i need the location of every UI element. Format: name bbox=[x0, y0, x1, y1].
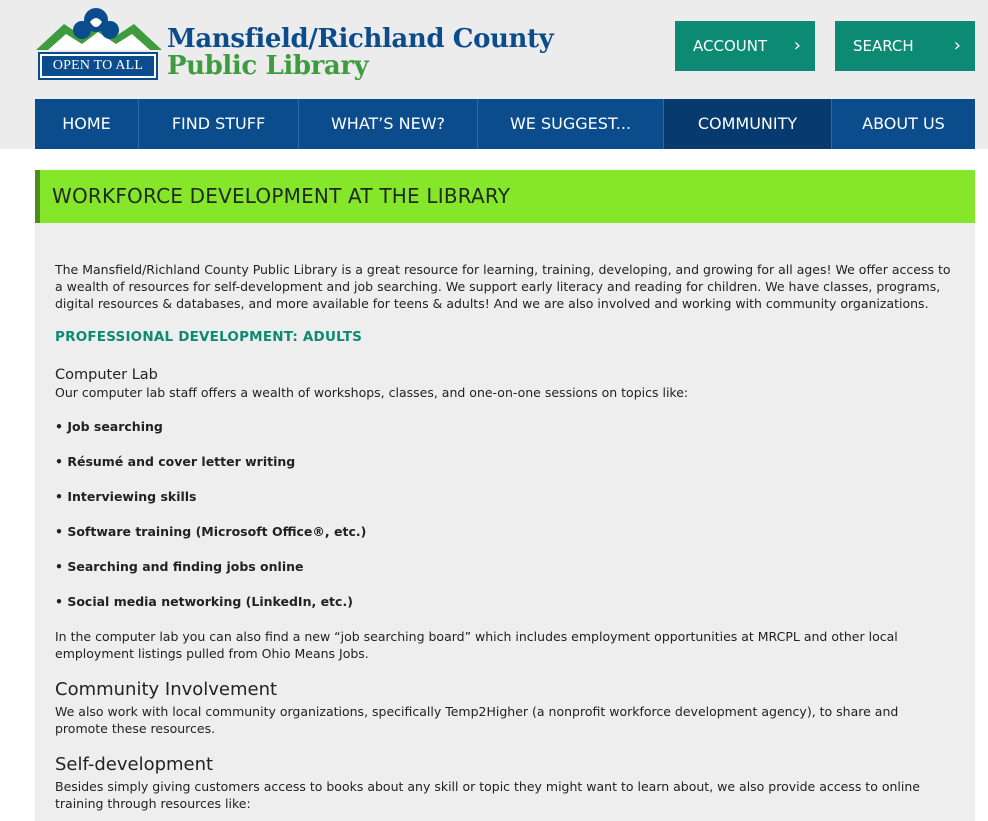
chevron-right-icon: › bbox=[793, 35, 801, 56]
topics-list bbox=[55, 418, 955, 610]
list-item: • Job searching bbox=[55, 419, 163, 434]
logo-title-line1: Mansfield/Richland County bbox=[167, 24, 554, 54]
nav-item-about-us[interactable]: ABOUT US bbox=[862, 114, 945, 133]
community-text: We also work with local community organizations, specifically Temp2Higher (a nonprofit workforce development agency), to share and promote these resources. bbox=[55, 704, 899, 736]
nav-item-home[interactable]: HOME bbox=[35, 99, 139, 149]
list-item: • Interviewing skills bbox=[55, 489, 197, 504]
main-content bbox=[35, 170, 975, 821]
community-heading: Community Involvement bbox=[55, 679, 278, 700]
list-item: • Searching and finding jobs online bbox=[55, 559, 304, 574]
list-item: • Social media networking (LinkedIn, etc.) bbox=[55, 594, 353, 609]
article-body bbox=[35, 223, 975, 812]
list-item: • Software training (Microsoft Office®, etc.) bbox=[55, 524, 367, 539]
logo-title-line2: Public Library bbox=[167, 51, 369, 81]
chevron-right-icon: › bbox=[953, 35, 961, 56]
computer-lab-heading: Computer Lab bbox=[55, 367, 158, 383]
nav-item-we-suggest[interactable]: WE SUGGEST... bbox=[478, 99, 664, 149]
computer-lab-text: Our computer lab staff offers a wealth of workshops, classes, and one-on-one sessions on topics like: bbox=[55, 385, 689, 400]
self-development-heading: Self-development bbox=[55, 754, 214, 775]
search-button-label: SEARCH bbox=[853, 37, 914, 55]
logo-badge: OPEN TO ALL bbox=[40, 54, 156, 78]
self-development-text: Besides simply giving customers access to books about any skill or topic they might want to learn about, we also provide access to online training through resources like: bbox=[55, 779, 920, 811]
main-nav bbox=[35, 99, 975, 149]
site-header bbox=[0, 0, 988, 149]
search-button[interactable] bbox=[835, 21, 975, 71]
job-board-text: In the computer lab you can also find a new “job searching board” which includes employment opportunities at MRCPL and other local employment listings pulled from Ohio Means Jobs. bbox=[55, 629, 898, 661]
list-item: • Résumé and cover letter writing bbox=[55, 454, 296, 469]
nav-item-whats-new[interactable]: WHAT’S NEW? bbox=[299, 99, 478, 149]
logo-emblem-icon bbox=[34, 6, 164, 56]
nav-item-community[interactable]: COMMUNITY bbox=[664, 99, 832, 149]
library-logo[interactable] bbox=[34, 6, 554, 81]
intro-paragraph: The Mansfield/Richland County Public Library is a great resource for learning, training, developing, and growing for all ages! We offer access to a wealth of resources for self-development and job searching. We support early literacy and reading for children. We have classes, programs, digital resources & databases, and more available for teens & adults! And we are also involved and working with community organizations. bbox=[55, 262, 951, 311]
page-title: WORKFORCE DEVELOPMENT AT THE LIBRARY bbox=[35, 170, 975, 223]
nav-item-find-stuff[interactable]: FIND STUFF bbox=[139, 99, 299, 149]
account-button[interactable] bbox=[675, 21, 815, 71]
account-button-label: ACCOUNT bbox=[693, 37, 768, 55]
section-heading: PROFESSIONAL DEVELOPMENT: ADULTS bbox=[55, 329, 363, 345]
